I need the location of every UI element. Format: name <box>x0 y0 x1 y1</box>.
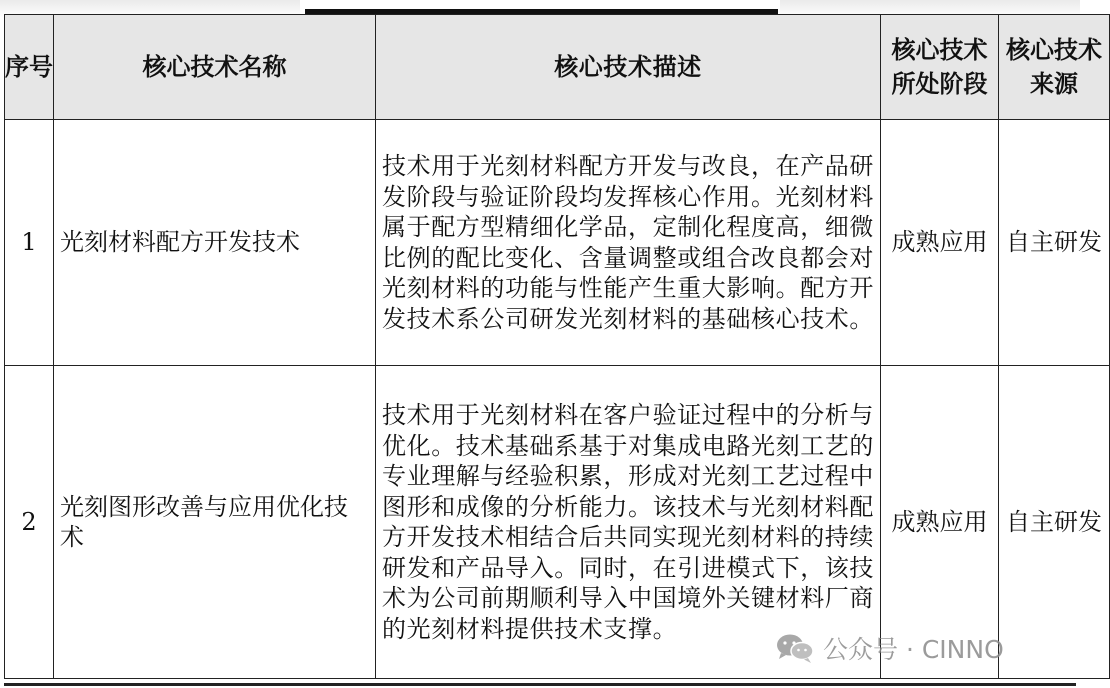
header-name: 核心技术名称 <box>54 15 376 120</box>
watermark-text: 公众号 · CINNO <box>823 635 1004 664</box>
row-description: 技术用于光刻材料配方开发与改良，在产品研发阶段与验证阶段均发挥核心作用。光刻材料属于配方型精细化学品，定制化程度高，细微比例的配比变化、含量调整或组合改良都会对光刻材料的功能与性能产生重大影响。配方开发技术系公司研发光刻材料的基础核心技术。 <box>376 120 881 366</box>
row-index: 1 <box>5 120 54 366</box>
header-description: 核心技术描述 <box>376 15 881 120</box>
wechat-icon <box>775 632 815 664</box>
row-source: 自主研发 <box>999 366 1110 679</box>
row-stage: 成熟应用 <box>881 366 999 679</box>
header-index: 序号 <box>5 15 54 120</box>
table-row <box>5 120 1110 366</box>
header-stage: 核心技术所处阶段 <box>881 15 999 120</box>
table-header-row <box>5 15 1110 120</box>
row-description: 技术用于光刻材料在客户验证过程中的分析与优化。技术基础系基于对集成电路光刻工艺的专业理解与经验积累，形成对光刻工艺过程中图形和成像的分析能力。该技术与光刻材料配方开发技术相结合后共同实现光刻材料的持续研发和产品导入。同时，在引进模式下，该技术为公司前期顺利导入中国境外关键材料厂商的光刻材料提供技术支撑。 <box>376 366 881 679</box>
row-stage: 成熟应用 <box>881 120 999 366</box>
row-name: 光刻材料配方开发技术 <box>54 120 376 366</box>
header-source: 核心技术来源 <box>999 15 1110 120</box>
watermark <box>775 628 1065 668</box>
row-name: 光刻图形改善与应用优化技术 <box>54 366 376 679</box>
bottom-rule <box>4 683 1076 686</box>
row-source: 自主研发 <box>999 120 1110 366</box>
row-index: 2 <box>5 366 54 679</box>
core-technology-table <box>4 14 1110 679</box>
